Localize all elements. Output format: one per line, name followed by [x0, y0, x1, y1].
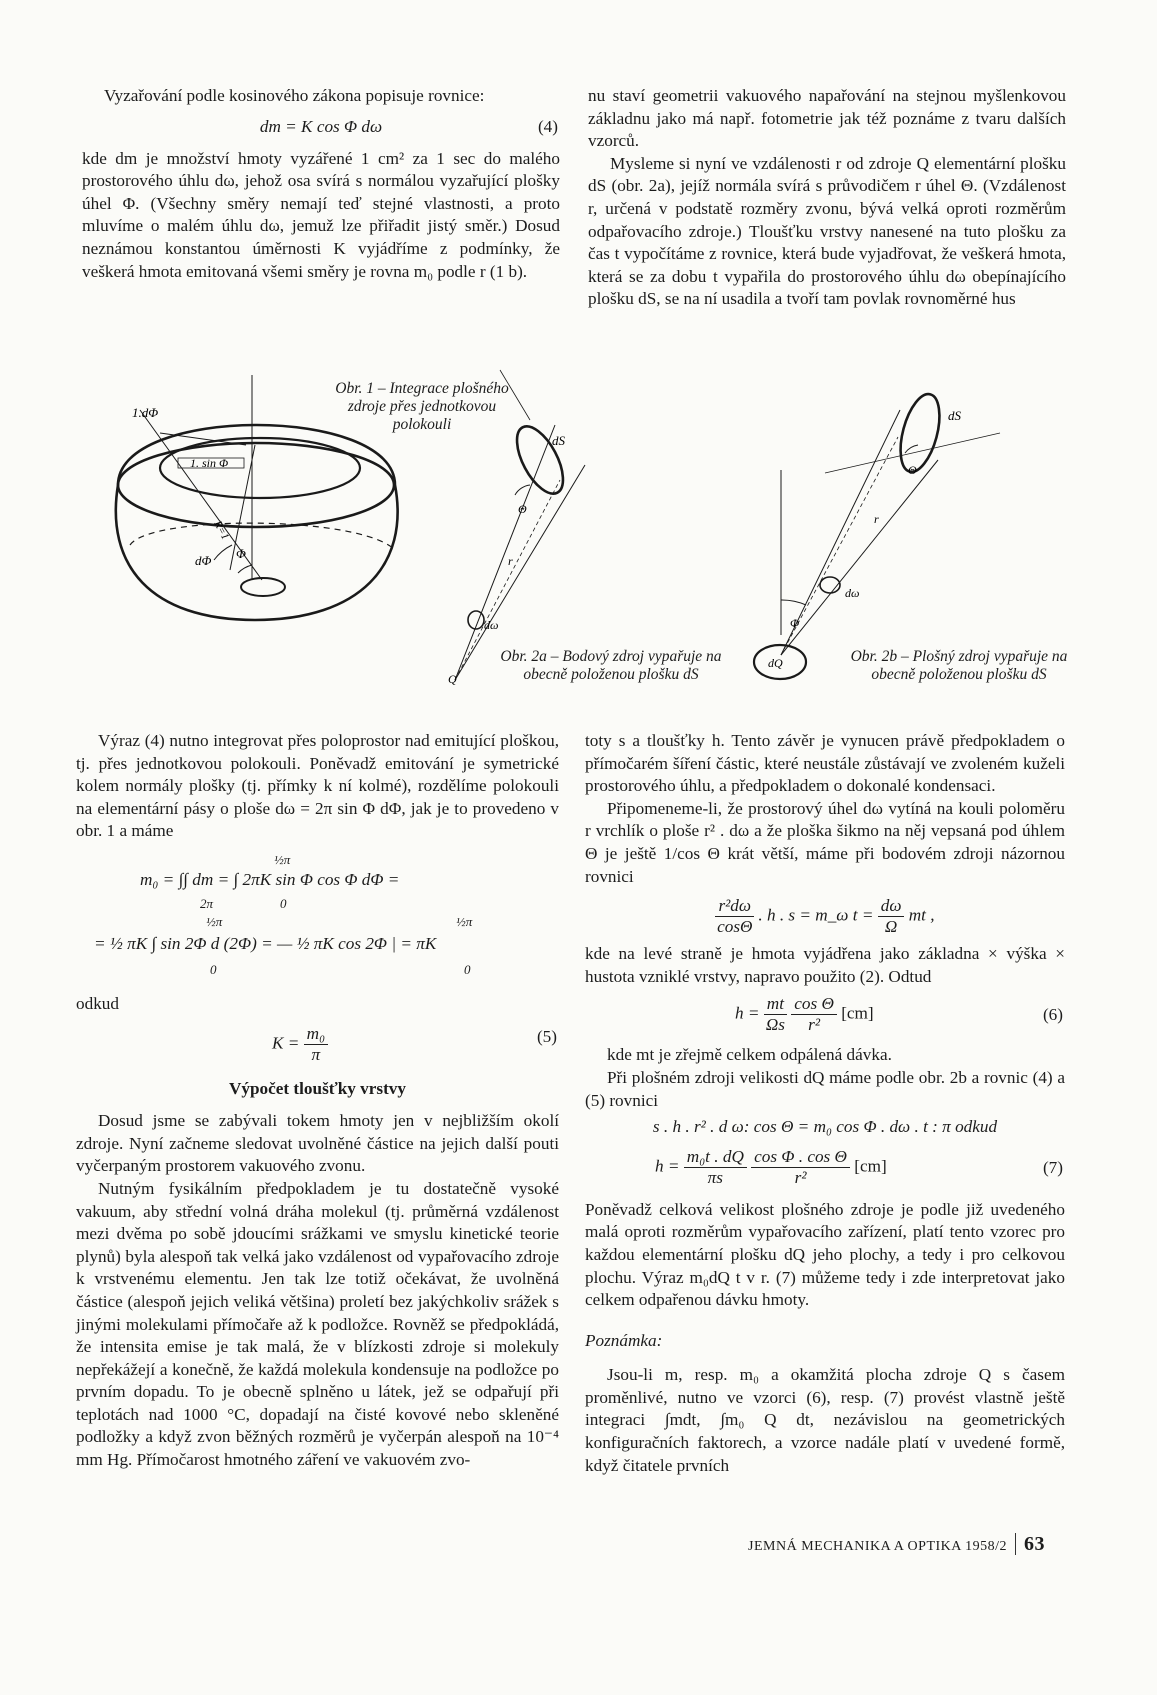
fig2a-label-theta: Θ	[518, 502, 527, 516]
page-number: 63	[1015, 1533, 1045, 1555]
equation-4-number: (4)	[537, 116, 558, 136]
figure-2b-area-source	[754, 390, 1000, 679]
fig2b-label-r: r	[874, 512, 879, 526]
paragraph-vacuum: Nutným fysikálním předpokladem je tu dostatečně vysoké vakuum, aby střední volná dráha molekul (tj. průměrná vzdálenost mezi dvěma po sobě jdoucími srážkami ve smyslu kinetické teorie plynů) byla alespoň tak velká jako vzdálenost od vypařovacího zdroje k vrstvenému elementu. Jen tak lze totiž očekávat, že uvolněná částice (alespoň jejich veliká většina) proletí bez jakýchkoliv srážek s jinými molekulami přímočaře až k podložce. Rovněž se předpokládá, že intensita emise je tak malá, že v blízkosti zdroje si molekuly nepřekážejí a konečně, že každá molekula kondensuje na podložce po prvním dopadu. To je obecně splněno u látek, jež se odpařují při teplotách nad 1000 °C, dopadají na čisté kovové nebo skleněné podložky a když zvon běžných rozměrů je vyčerpán alespoň na 10⁻⁴ mm Hg. Přímočarost hmotného záření ve vakuovém zvo-	[76, 1178, 559, 1470]
eq7-denominator-2: r²	[794, 1167, 807, 1187]
eqA-numerator-2: dω	[878, 896, 905, 917]
fig2a-label-r: r	[508, 554, 513, 568]
integral-block	[76, 843, 559, 993]
paragraph-area-source: Při plošném zdroji velikosti dQ máme podle obr. 2b a rovnic (4) a (5) rovnici	[585, 1067, 1065, 1110]
paragraph-total-area: Poněvadž celková velikost plošného zdroje je podle již uvedeného malá oproti rozměrům vypařovacího zařízení, platí tento vzorec pro každou elementární plošku dQ jeho plochy, a tedy i pro celkovou plochu. Výraz m₀dQ t v r. (7) můžeme tedy i zde interpretovat jako celkem odpařenou dávku hmoty.	[585, 1199, 1065, 1310]
equation-5-number: (5)	[536, 1026, 557, 1046]
bottom-left-column	[76, 730, 559, 1472]
fig1-label-dphi-top: 1.dΦ	[132, 405, 159, 420]
integral-line-1: m₀ = ∫∫ dm = ∫ 2πK sin Φ cos Φ dΦ =	[140, 869, 400, 889]
eq6-denominator-1: Ωs	[765, 1015, 785, 1035]
integral-lower-limit-2: 0	[210, 961, 217, 977]
equation-7	[585, 1143, 1065, 1193]
journal-name: JEMNÁ MECHANIKA A OPTIKA 1958/2	[748, 1539, 1007, 1554]
eq6-denominator-2: r²	[808, 1015, 821, 1035]
equation-5-lhs: K =	[272, 1033, 300, 1053]
eqA-middle: . h . s = m_ω t =	[758, 905, 874, 925]
eq7-fraction-1	[684, 1147, 747, 1188]
eq7-numerator-2: cos Φ . cos Θ	[751, 1147, 850, 1168]
integral-lower-limit-2b: 0	[464, 961, 471, 977]
equation-5-numerator: m₀	[304, 1024, 328, 1045]
eqA-end: mt ,	[908, 905, 935, 925]
eq6-lhs: h =	[735, 1003, 760, 1023]
eq7-unit: [cm]	[854, 1156, 887, 1176]
fig2b-label-domega: dω	[845, 586, 860, 600]
fig1-label-r1: R=1	[211, 518, 232, 542]
integral-lower-limit-1b: 0	[280, 895, 287, 911]
paragraph-integrate: Výraz (4) nutno integrovat přes poloprostor nad emitující ploškou, tj. přes jednotkovou polokouli. Poněvadž emitování je symetrické kolem normály plošky (tj. přímky k ní kolmé), rozdělíme polokouli na elementární pásy o ploše dω = 2π sin Φ dΦ, jak je to provedeno v obr. 1 a máme	[76, 731, 559, 841]
paragraph-element-ds: Mysleme si nyní ve vzdálenosti r od zdroje Q elementární plošku dS (obr. 2a), jejíž normála svírá s průvodičem r úhel Θ. (Vzdálenost r, určená v podstatě rozměry zvonu, bývá velká oproti rozměrům odpařovacího zdroje.) Tloušťku vrstvy nanesené na tuto plošku za čas t vypočítáme z rovnice, která bude vyjadřovat, že veškerá hmota, která se za dobu t vypařila do prostorového úhlu dω obepínajícího plošku dS, se na ní usadila a tvoří tam povlak rovnoměrné hus	[588, 153, 1066, 309]
top-right-column	[588, 85, 1066, 311]
eq7-fraction-2	[751, 1147, 850, 1188]
paragraph-thickness: toty s a tloušťky h. Tento závěr je vynucen právě předpokladem o přímočarém šíření částic, které neustále zůstávají ve zvoleném kuželi prostorového úhlu, a předpokladem o dokonalé kondensaci.	[585, 731, 1065, 796]
equation-point-source	[585, 896, 1065, 937]
eq6-number: (6)	[1042, 1005, 1063, 1025]
paragraph-solid-angle: Připomeneme-li, že prostorový úhel dω vytíná na kouli poloměru r vrchlík o ploše r² . dω a že ploška šikmo na něj vepsaná pod úhlem Θ je ještě 1/cos Θ krát větší, máme při bodovém zdroji názornou rovnici	[585, 798, 1065, 886]
eq6-fraction-1	[764, 994, 787, 1035]
figure-1-caption: Obr. 1 – Integrace plošného zdroje přes jednotkovou polokouli	[335, 380, 509, 433]
bottom-right-column	[585, 730, 1065, 1477]
figure-2b-caption: Obr. 2b – Plošný zdroj vypařuje na obecně položenou plošku dS	[850, 648, 1068, 683]
integral-upper-limit-1: ½π	[274, 851, 291, 867]
fig1-label-phi: Φ	[236, 546, 246, 561]
equation-5-denominator: π	[311, 1044, 321, 1064]
equation-area-source: s . h . r² . d ω: cos Θ = m₀ cos Φ . dω . t : π odkud	[652, 1117, 998, 1137]
page-footer	[748, 1533, 1045, 1556]
intro-paragraph: Vyzařování podle kosinového zákona popisuje rovnice:	[104, 86, 485, 105]
eq6-fraction-2	[791, 994, 837, 1035]
fig2a-label-q: Q	[448, 672, 457, 686]
fig2b-label-phi: Φ	[790, 616, 800, 630]
fig1-label-dphi: dΦ	[195, 553, 212, 568]
eqA-fraction-1	[715, 896, 754, 937]
eqA-fraction-2	[878, 896, 905, 937]
note-title: Poznámka:	[585, 1330, 663, 1350]
eq7-numerator-1: m₀t . dQ	[684, 1147, 747, 1168]
paragraph-mt: kde mt je zřejmě celkem odpálená dávka.	[607, 1045, 892, 1065]
paragraph-dm-definition: kde dm je množství hmoty vyzářené 1 cm² za 1 sec do malého prostorového úhlu dω, jehož osa svírá s normálou vyzařující plošky úhel Φ. (Všechny směry nemají teď stejné vlastnosti, a proto mluvíme o malém úhlu dω, jemuž lze přiřadit jistý směr.) Dosud neznámou konstantou úměrnosti K vyjádříme z podmínky, že veškerá hmota emitovaná všemi směry je rovna m₀ podle r (1 b).	[82, 148, 560, 281]
paragraph-left-side: kde na levé straně je hmota vyjádřena jako základna × výška × hustota vzniklé vrstvy, napravo použito (2). Odtud	[585, 944, 1065, 986]
integral-lower-limit-1: 2π	[200, 895, 214, 911]
equation-5-fraction	[304, 1024, 328, 1065]
paragraph-note: Jsou-li m, resp. m₀ a okamžitá plocha zdroje Q s časem proměnlivé, nutno ve vzorci (6), resp. (7) provést vlastně ještě integraci ∫mdt, ∫m₀ Q dt, nezávislou na geometrických konfiguračních faktorech, a vzorce nadále platí v uvedené formě, když čitatele prvních	[585, 1365, 1065, 1475]
integral-upper-limit-2: ½π	[206, 913, 223, 929]
eqA-denominator-1: cosΘ	[717, 917, 753, 937]
equation-4-body: dm = K cos Φ dω	[259, 116, 383, 136]
fig2a-label-domega: dω	[484, 618, 499, 632]
fig2b-label-ds: dS	[948, 408, 961, 423]
eqA-denominator-2: Ω	[884, 917, 898, 937]
eq6-numerator-1: mt	[764, 994, 787, 1015]
fig2b-label-dq: dQ	[768, 656, 783, 670]
figure-2a-caption: Obr. 2a – Bodový zdroj vypařuje na obecně položenou plošku dS	[500, 648, 722, 683]
fig2b-label-theta: Θ	[908, 463, 917, 477]
fig2a-label-ds: dS	[552, 433, 565, 448]
equation-4	[82, 116, 560, 142]
odkud-text: odkud	[76, 993, 119, 1013]
eq7-denominator-1: πs	[707, 1167, 723, 1187]
section-heading: Výpočet tloušťky vrstvy	[228, 1078, 406, 1098]
paragraph-geometry: nu staví geometrii vakuového napařování na stejnou myšlenkovou základnu jako má např. fotometrie jak též poznáme z tvaru dalších vzorců.	[588, 86, 1066, 151]
paragraph-flux: Dosud jsme se zabývali tokem hmoty jen v nejbližším okolí zdroje. Nyní začneme sledovat uvolněné částice na jejich další pouti vyčerpaným prostorem vakuového zvonu.	[76, 1111, 559, 1176]
fig1-label-sin: 1. sin Φ	[190, 456, 229, 470]
top-left-column	[82, 85, 560, 283]
eqA-numerator-1: r²dω	[715, 896, 754, 917]
eq7-number: (7)	[1042, 1157, 1063, 1177]
equation-6	[585, 990, 1065, 1040]
eq7-lhs: h =	[655, 1156, 680, 1176]
eq6-numerator-2: cos Θ	[791, 994, 837, 1015]
integral-line-2: = ½ πK ∫ sin 2Φ d (2Φ) = — ½ πK cos 2Φ | = πK	[94, 933, 437, 953]
equation-5	[76, 1016, 559, 1064]
integral-upper-limit-2b: ½π	[456, 913, 473, 929]
eq6-unit: [cm]	[841, 1003, 874, 1023]
